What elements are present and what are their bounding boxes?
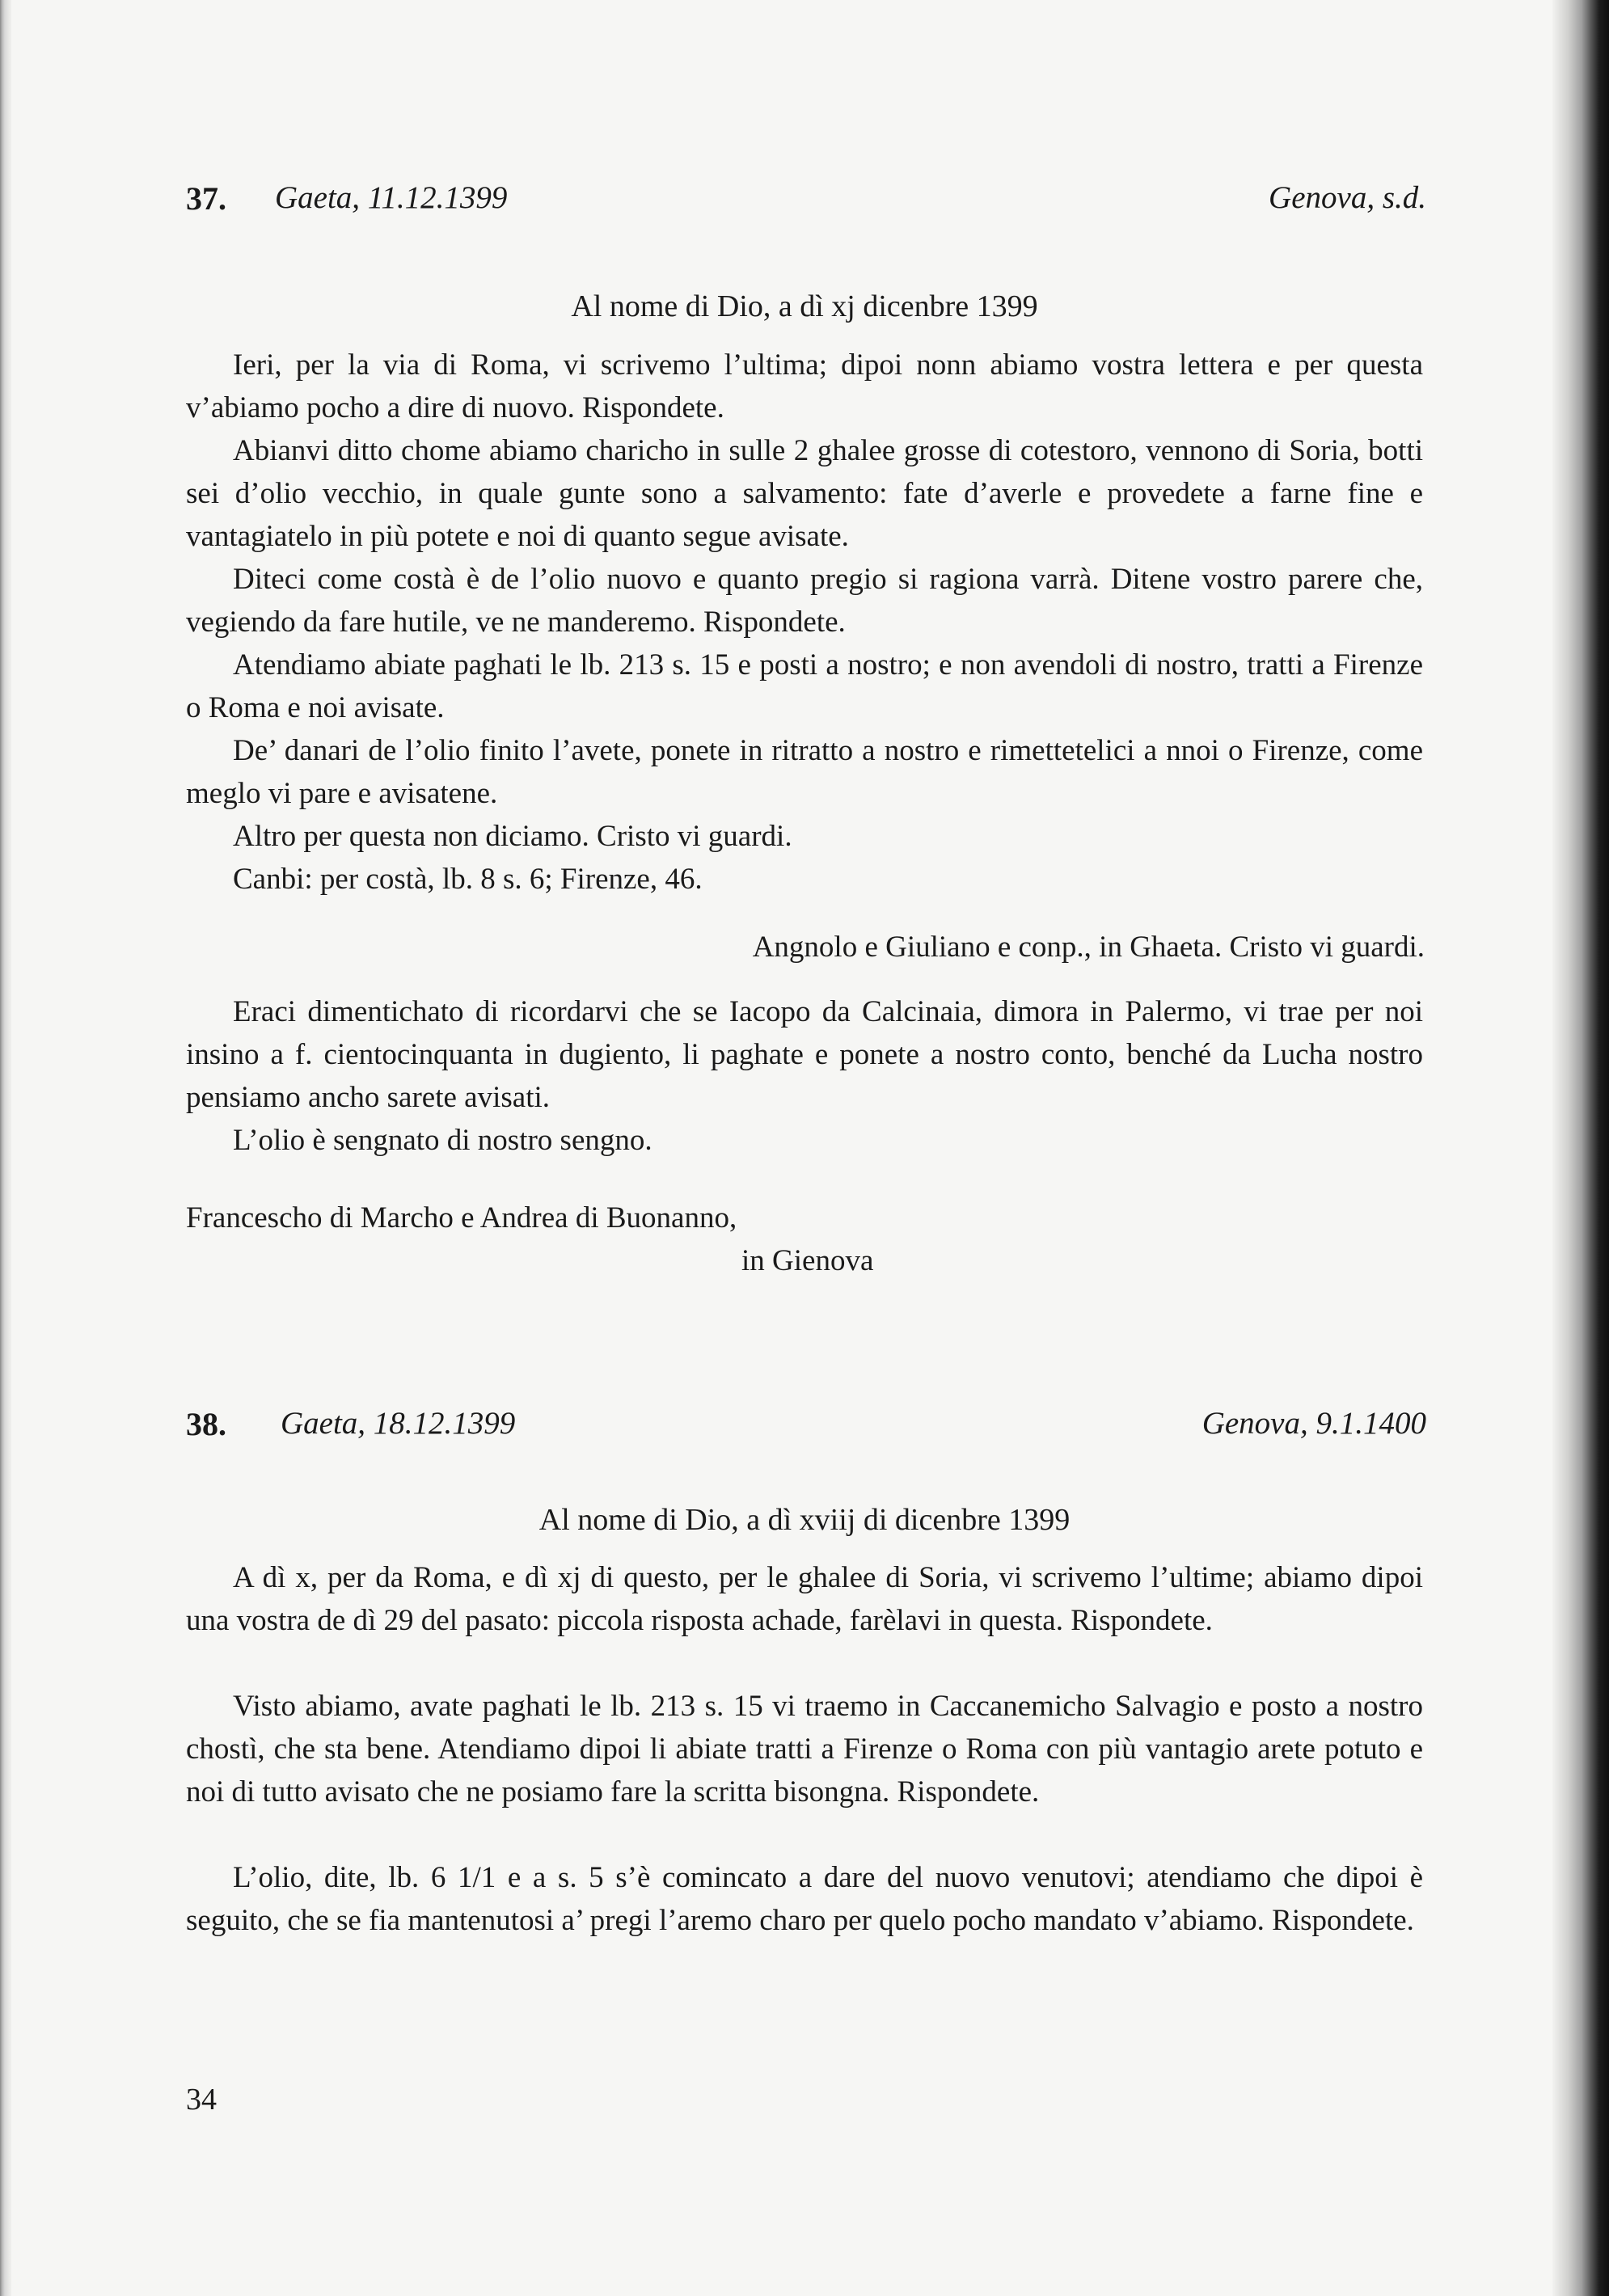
letter-paragraph: Abianvi ditto chome abiamo charicho in sulle 2 ghalee grosse di cotestoro, vennono di Soria, botti sei d’olio vecchio, in quale gunte sono a salvamento: fate d’averle e provedete a farne fine e vantagiatelo in più potete e noi di quanto segue avisate.	[186, 434, 1423, 553]
letter-paragraph: L’olio, dite, lb. 6 1/1 e a s. 5 s’è comincato a dare del nuovo venutovi; atendiamo che dipoi è seguito, che se fia mantenutosi a’ pregi l’aremo charo per quelo pocho mandato v’abiamo. Rispondete.	[186, 1861, 1423, 1937]
page-number: 34	[186, 2083, 217, 2117]
entry-origin: Gaeta, 18.12.1399	[281, 1406, 516, 1441]
entry-number: 38.	[186, 1406, 226, 1442]
entry-number: 37.	[186, 180, 226, 217]
letter-paragraph: De’ danari de l’olio finito l’avete, ponete in ritratto a nostro e rimettetelici a nnoi o Firenze, come meglo vi pare e avisatene.	[186, 734, 1423, 810]
letter-invocation: Al nome di Dio, a dì xviij di dicenbre 1399	[538, 1503, 1071, 1537]
letter-paragraph: Altro per questa non diciamo. Cristo vi guardi.	[233, 820, 792, 853]
letter-paragraph: Canbi: per costà, lb. 8 s. 6; Firenze, 46.	[233, 863, 703, 896]
letter-paragraph: Diteci come costà è de l’olio nuovo e quanto pregio si ragiona varrà. Ditene vostro parere che, vegiendo da fare hutile, ve ne manderemo. Rispondete.	[186, 563, 1423, 639]
entry-origin: Gaeta, 11.12.1399	[275, 180, 508, 215]
entry-destination: Genova, 9.1.1400	[1201, 1406, 1426, 1441]
letter-addressee: Francescho di Marcho e Andrea di Buonanno,	[186, 1201, 737, 1235]
entry-destination: Genova, s.d.	[1269, 180, 1426, 215]
letter-paragraph: Ieri, per la via di Roma, vi scrivemo l’ultima; dipoi nonn abiamo vostra lettera e per questa v’abiamo pocho a dire di nuovo. Rispondete.	[186, 348, 1423, 424]
letter-paragraph: Atendiamo abiate paghati le lb. 213 s. 15 e posti a nostro; e non avendoli di nostro, tratti a Firenze o Roma e noi avisate.	[186, 648, 1423, 724]
letter-paragraph: A dì x, per da Roma, e dì xj di questo, per le ghalee di Soria, vi scrivemo l’ultime; abiamo dipoi una vostra de dì 29 del pasato: piccola risposta achade, farèlavi in questa. Rispondete.	[186, 1561, 1423, 1637]
letter-postscript: Eraci dimentichato di ricordarvi che se Iacopo da Calcinaia, dimora in Palermo, vi trae per noi insino a f. cientocinquanta in dugiento, li paghate e ponete a nostro conto, benché da Lucha nostro pensiamo ancho sarete avisati.	[186, 995, 1423, 1114]
letter-postscript: L’olio è sengnato di nostro sengno.	[233, 1124, 652, 1157]
letter-paragraph: Visto abiamo, avate paghati le lb. 213 s. 15 vi traemo in Caccanemicho Salvagio e posto a nostro chostì, che sta bene. Atendiamo dipoi li abiate tratti a Firenze o Roma con più vantagio arete potuto e noi di tutto avisato che ne posiamo fare la scritta bisongna. Rispondete.	[186, 1690, 1423, 1809]
letter-invocation: Al nome di Dio, a dì xj dicenbre 1399	[571, 289, 1038, 323]
letter-addressee-place: in Gienova	[741, 1244, 874, 1277]
letter-signature: Angnolo e Giuliano e conp., in Ghaeta. Cristo vi guardi.	[752, 931, 1425, 964]
